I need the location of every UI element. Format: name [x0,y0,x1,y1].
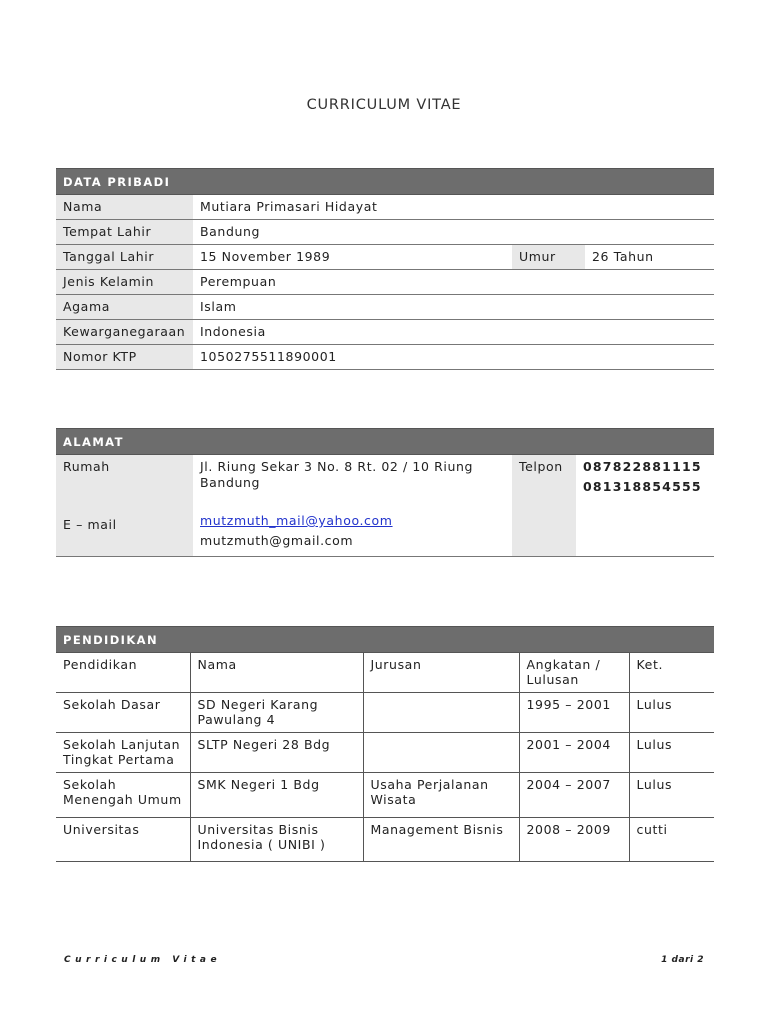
tempat-lahir-label: Tempat Lahir [56,220,193,245]
nomor-ktp-value: 1050275511890001 [193,345,714,370]
table-row [56,818,714,862]
section-header-alamat: ALAMAT [56,429,714,455]
email-gmail-value: mutzmuth@gmail.com [200,533,354,548]
table-cell: cutti [629,818,714,862]
footer-title: Curriculum Vitae [64,955,222,965]
table-cell: 2008 – 2009 [519,818,629,862]
email-label: E – mail [63,517,117,532]
table-cell: 1995 – 2001 [519,693,629,733]
data-pribadi-table [56,168,714,370]
tanggal-lahir-label: Tanggal Lahir [56,245,193,270]
alamat-table [56,428,714,557]
table-cell: 2001 – 2004 [519,733,629,773]
table-cell: Lulus [629,773,714,818]
section-header-pendidikan: PENDIDIKAN [56,627,714,653]
table-cell: Usaha Perjalanan Wisata [363,773,519,818]
rumah-value: Jl. Riung Sekar 3 No. 8 Rt. 02 / 10 Riung Bandung [200,459,474,490]
column-header: Pendidikan [56,653,190,693]
rumah-label: Rumah [63,459,110,474]
telpon-1-value: 087822881115 [583,459,702,474]
footer-page-number: 1 dari 2 [661,955,704,965]
column-header: Nama [190,653,363,693]
table-row [56,693,714,733]
table-cell [363,693,519,733]
pendidikan-table [56,626,714,862]
telpon-label: Telpon [519,459,563,474]
table-cell: Lulus [629,693,714,733]
tempat-lahir-value: Bandung [193,220,714,245]
kewarganegaraan-value: Indonesia [193,320,714,345]
column-header: Angkatan / Lulusan [519,653,629,693]
agama-value: Islam [193,295,714,320]
table-cell: Universitas [56,818,190,862]
nomor-ktp-label: Nomor KTP [56,345,193,370]
table-cell: 2004 – 2007 [519,773,629,818]
table-row [56,773,714,818]
document-title: CURRICULUM VITAE [306,97,462,113]
kewarganegaraan-label: Kewarganegaraan [56,320,193,345]
nama-value: Mutiara Primasari Hidayat [193,195,714,220]
agama-label: Agama [56,295,193,320]
tanggal-lahir-value: 15 November 1989 [193,245,512,270]
table-cell: SMK Negeri 1 Bdg [190,773,363,818]
email-yahoo-link[interactable]: mutzmuth_mail@yahoo.com [200,513,393,528]
nama-label: Nama [56,195,193,220]
jenis-kelamin-value: Perempuan [193,270,714,295]
umur-label: Umur [512,245,585,270]
column-header: Jurusan [363,653,519,693]
table-cell: Sekolah Dasar [56,693,190,733]
jenis-kelamin-label: Jenis Kelamin [56,270,193,295]
table-cell: SD Negeri Karang Pawulang 4 [190,693,363,733]
table-cell: Management Bisnis [363,818,519,862]
table-row [56,733,714,773]
table-cell: Sekolah Menengah Umum [56,773,190,818]
umur-value: 26 Tahun [585,245,714,270]
table-cell: Lulus [629,733,714,773]
table-cell: SLTP Negeri 28 Bdg [190,733,363,773]
table-cell: Universitas Bisnis Indonesia ( UNIBI ) [190,818,363,862]
telpon-2-value: 081318854555 [583,479,702,494]
table-cell [363,733,519,773]
section-header-data-pribadi: DATA PRIBADI [56,169,714,195]
column-header: Ket. [629,653,714,693]
table-cell: Sekolah Lanjutan Tingkat Pertama [56,733,190,773]
